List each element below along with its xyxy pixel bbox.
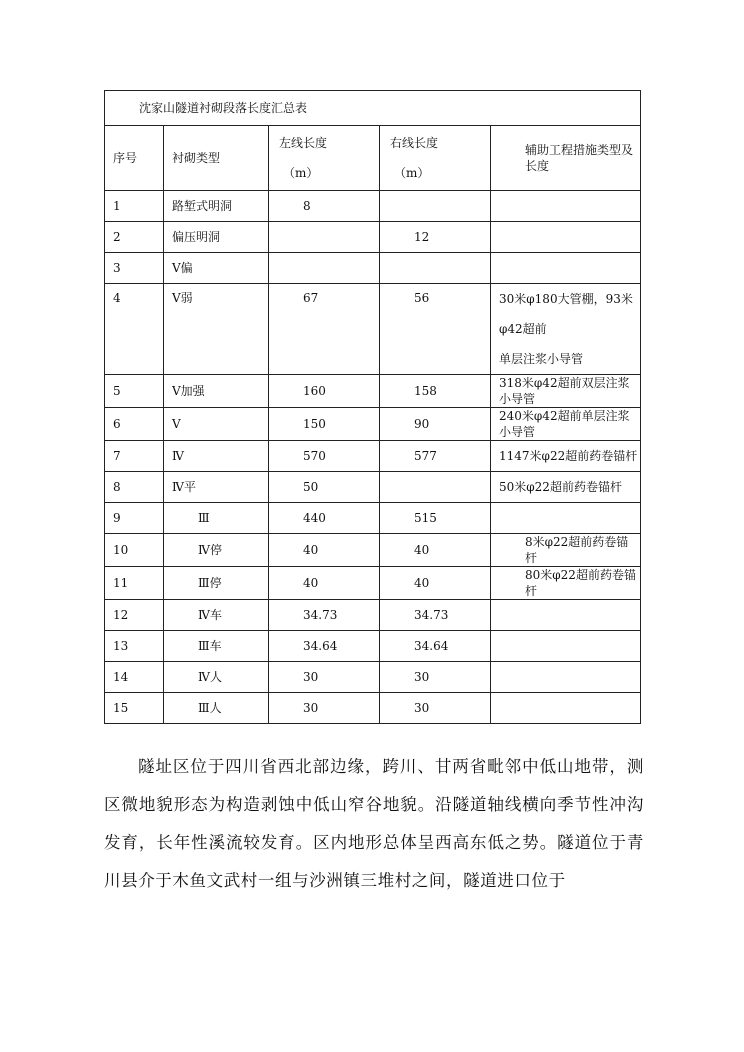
cell-left [269, 222, 380, 253]
table-row [105, 503, 641, 534]
header-right-length-unit: （m） [394, 166, 430, 180]
cell-left: 30 [269, 693, 380, 724]
cell-aux [491, 600, 641, 631]
cell-right: 577 [380, 441, 491, 472]
cell-aux [491, 284, 641, 375]
table-header-row [105, 126, 641, 191]
cell-index: 10 [105, 534, 164, 567]
header-index: 序号 [105, 126, 164, 191]
cell-right: 30 [380, 693, 491, 724]
cell-index: 11 [105, 567, 164, 600]
cell-type: Ⅴ加强 [164, 375, 269, 408]
header-aux-measures: 辅助工程措施类型及长度 [491, 126, 641, 191]
cell-left: 8 [269, 191, 380, 222]
cell-right: 34.64 [380, 631, 491, 662]
cell-right: 56 [380, 284, 491, 375]
cell-index: 7 [105, 441, 164, 472]
cell-aux [491, 503, 641, 534]
cell-right: 30 [380, 662, 491, 693]
cell-right: 90 [380, 408, 491, 441]
cell-type: Ⅳ [164, 441, 269, 472]
table-row [105, 662, 641, 693]
table-row [105, 693, 641, 724]
cell-type: 路堑式明洞 [164, 191, 269, 222]
cell-aux [491, 222, 641, 253]
cell-type: Ⅲ人 [164, 693, 269, 724]
table-row [105, 472, 641, 503]
cell-index: 9 [105, 503, 164, 534]
cell-type: Ⅲ停 [164, 567, 269, 600]
cell-right: 34.73 [380, 600, 491, 631]
cell-left [269, 253, 380, 284]
cell-index: 12 [105, 600, 164, 631]
cell-aux [491, 693, 641, 724]
cell-aux: 50米φ22超前药卷锚杆 [491, 472, 641, 503]
cell-left: 440 [269, 503, 380, 534]
table-row [105, 375, 641, 408]
cell-right [380, 472, 491, 503]
cell-type: 偏压明洞 [164, 222, 269, 253]
cell-aux [491, 631, 641, 662]
table-row [105, 631, 641, 662]
cell-left: 34.73 [269, 600, 380, 631]
cell-index: 6 [105, 408, 164, 441]
cell-left: 150 [269, 408, 380, 441]
table-row [105, 567, 641, 600]
cell-left: 50 [269, 472, 380, 503]
header-left-length-unit: （m） [283, 166, 319, 180]
cell-right: 12 [380, 222, 491, 253]
table-caption: 沈家山隧道衬砌段落长度汇总表 [105, 91, 641, 126]
table-row [105, 253, 641, 284]
cell-left: 40 [269, 534, 380, 567]
cell-index: 4 [105, 284, 164, 375]
body-paragraph: 隧址区位于四川省西北部边缘，跨川、甘两省毗邻中低山地带，测区微地貌形态为构造剥蚀中低山窄谷地貌。沿隧道轴线横向季节性冲沟发育，长年性溪流较发育。区内地形总体呈西高东低之势。隧道位于青川县介于木鱼文武村一组与沙洲镇三堆村之间，隧道进口位于 [104, 757, 644, 890]
cell-right: 158 [380, 375, 491, 408]
cell-type: Ⅲ车 [164, 631, 269, 662]
table-row [105, 191, 641, 222]
cell-index: 3 [105, 253, 164, 284]
table-row [105, 441, 641, 472]
header-left-length-label: 左线长度 [279, 136, 328, 150]
cell-index: 15 [105, 693, 164, 724]
header-right-length [380, 126, 491, 191]
table-row [105, 408, 641, 441]
cell-left: 30 [269, 662, 380, 693]
cell-right: 515 [380, 503, 491, 534]
cell-type: Ⅲ [164, 503, 269, 534]
table-row [105, 222, 641, 253]
table-caption-row [105, 91, 641, 126]
cell-right: 40 [380, 567, 491, 600]
cell-type: Ⅴ [164, 408, 269, 441]
cell-aux [491, 191, 641, 222]
cell-right [380, 253, 491, 284]
cell-aux [491, 253, 641, 284]
cell-aux: 1147米φ22超前药卷锚杆 [491, 441, 641, 472]
cell-index: 1 [105, 191, 164, 222]
cell-index: 8 [105, 472, 164, 503]
cell-right: 40 [380, 534, 491, 567]
cell-aux: 240米φ42超前单层注浆小导管 [491, 408, 641, 441]
cell-type: Ⅴ弱 [164, 284, 269, 375]
header-lining-type: 衬砌类型 [164, 126, 269, 191]
cell-aux: 8米φ22超前药卷锚杆 [491, 534, 641, 567]
cell-aux-line-1: 30米φ180大管棚，93米φ42超前 [499, 292, 633, 336]
table-row [105, 534, 641, 567]
cell-type: Ⅴ偏 [164, 253, 269, 284]
cell-left: 34.64 [269, 631, 380, 662]
cell-type: Ⅳ平 [164, 472, 269, 503]
cell-index: 2 [105, 222, 164, 253]
cell-aux: 80米φ22超前药卷锚杆 [491, 567, 641, 600]
cell-left: 160 [269, 375, 380, 408]
cell-type: Ⅳ车 [164, 600, 269, 631]
header-left-length [269, 126, 380, 191]
cell-left: 570 [269, 441, 380, 472]
cell-aux [491, 662, 641, 693]
cell-index: 14 [105, 662, 164, 693]
lining-length-summary-table [104, 90, 641, 724]
table-row [105, 600, 641, 631]
cell-index: 13 [105, 631, 164, 662]
cell-aux-line-2: 单层注浆小导管 [499, 352, 584, 366]
cell-left: 40 [269, 567, 380, 600]
cell-type: Ⅳ人 [164, 662, 269, 693]
cell-left: 67 [269, 284, 380, 375]
cell-type: Ⅳ停 [164, 534, 269, 567]
cell-right [380, 191, 491, 222]
cell-aux: 318米φ42超前双层注浆小导管 [491, 375, 641, 408]
table-row [105, 284, 641, 375]
header-right-length-label: 右线长度 [390, 136, 439, 150]
cell-index: 5 [105, 375, 164, 408]
